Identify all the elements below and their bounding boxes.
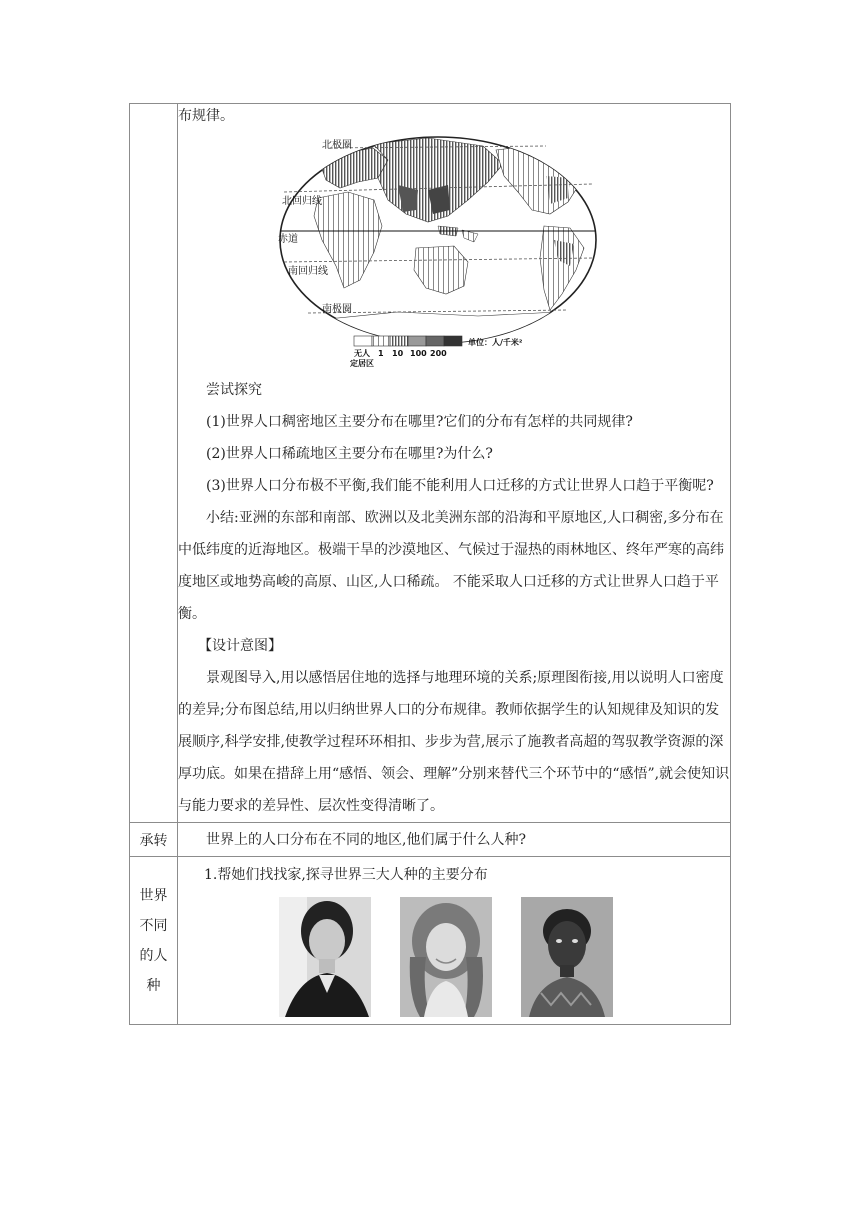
- legend-stop-200: 200: [430, 349, 447, 358]
- empty-label-cell: [130, 104, 178, 823]
- races-label-line: 种: [146, 977, 161, 994]
- map-legend: [350, 336, 523, 368]
- legend-none-label-1: 无人: [354, 349, 370, 358]
- design-intent-text: 景观图导入,用以感悟居住地的选择与地理环境的关系;原理图衔接,用以说明人口密度的差异;分布图总结,用以归纳世界人口的分布规律。教师依据学生的认知规律及知识的发展顺序,科学安排,使教学过程环环相扣、步步为营,展示了施教者高超的驾驭教学资源的深厚功底。如果在措辞上用“感悟、领会、理解”分别来替代三个环节中的“感悟”,就会使知识与能力要求的差异性、层次性变得清晰了。: [178, 670, 730, 814]
- races-heading: 1.帮她们找找家,探寻世界三大人种的主要分布: [204, 867, 488, 883]
- tropic-of-capricorn-label: 南回归线: [288, 266, 328, 277]
- population-density-map-svg: [278, 130, 608, 370]
- portrait-photo-3: [521, 897, 613, 1017]
- races-label-line: 的人: [139, 947, 168, 964]
- legend-unit: 单位：人/千米²: [468, 338, 523, 347]
- races-content-cell: [178, 857, 731, 1025]
- table-row: [130, 857, 731, 1025]
- legend-stop-100: 100: [410, 349, 427, 358]
- lesson-table: [129, 103, 731, 1025]
- question-2: (2)世界人口稀疏地区主要分布在哪里?为什么?: [206, 446, 493, 462]
- arctic-circle-label: 北极圈: [322, 140, 352, 151]
- table-row: [130, 104, 731, 823]
- question-1: (1)世界人口稠密地区主要分布在哪里?它们的分布有怎样的共同规律?: [206, 414, 633, 430]
- races-label-line: 世界: [139, 887, 168, 904]
- tropic-of-cancer-label: 北回归线: [282, 196, 322, 207]
- explore-title: 尝试探究: [206, 382, 262, 398]
- equator-label: 赤道: [278, 234, 298, 245]
- portrait-photo-2: [400, 897, 492, 1017]
- legend-stop-10: 10: [392, 349, 404, 358]
- summary-text: 小结:亚洲的东部和南部、欧洲以及北美洲东部的沿海和平原地区,人口稠密,多分布在中低纬度的近海地区。极端干旱的沙漠地区、气候过于湿热的雨林地区、终年严寒的高纬度地区或地势高峻的高原、山区,人口稀疏。 不能采取人口迁移的方式让世界人口趋于平衡。: [178, 510, 724, 622]
- antarctic-circle-label: 南极圈: [322, 304, 352, 315]
- transition-label: 承转: [130, 823, 178, 857]
- portrait-row: [279, 897, 613, 1017]
- intro-text: 布规律。: [178, 108, 234, 124]
- table-row: [130, 823, 731, 857]
- races-label-cell: [130, 857, 178, 1025]
- world-population-map: [278, 130, 608, 370]
- legend-none-label-2: 定居区: [350, 359, 374, 368]
- transition-cell: [178, 823, 731, 857]
- question-3: (3)世界人口分布极不平衡,我们能不能利用人口迁移的方式让世界人口趋于平衡呢?: [206, 478, 714, 494]
- races-label-line: 不同: [139, 917, 168, 934]
- design-intent-title: 【设计意图】: [198, 638, 282, 654]
- transition-text: 世界上的人口分布在不同的地区,他们属于什么人种?: [206, 831, 526, 848]
- legend-stop-1: 1: [378, 349, 384, 358]
- content-cell: [178, 104, 731, 823]
- portrait-photo-1: [279, 897, 371, 1017]
